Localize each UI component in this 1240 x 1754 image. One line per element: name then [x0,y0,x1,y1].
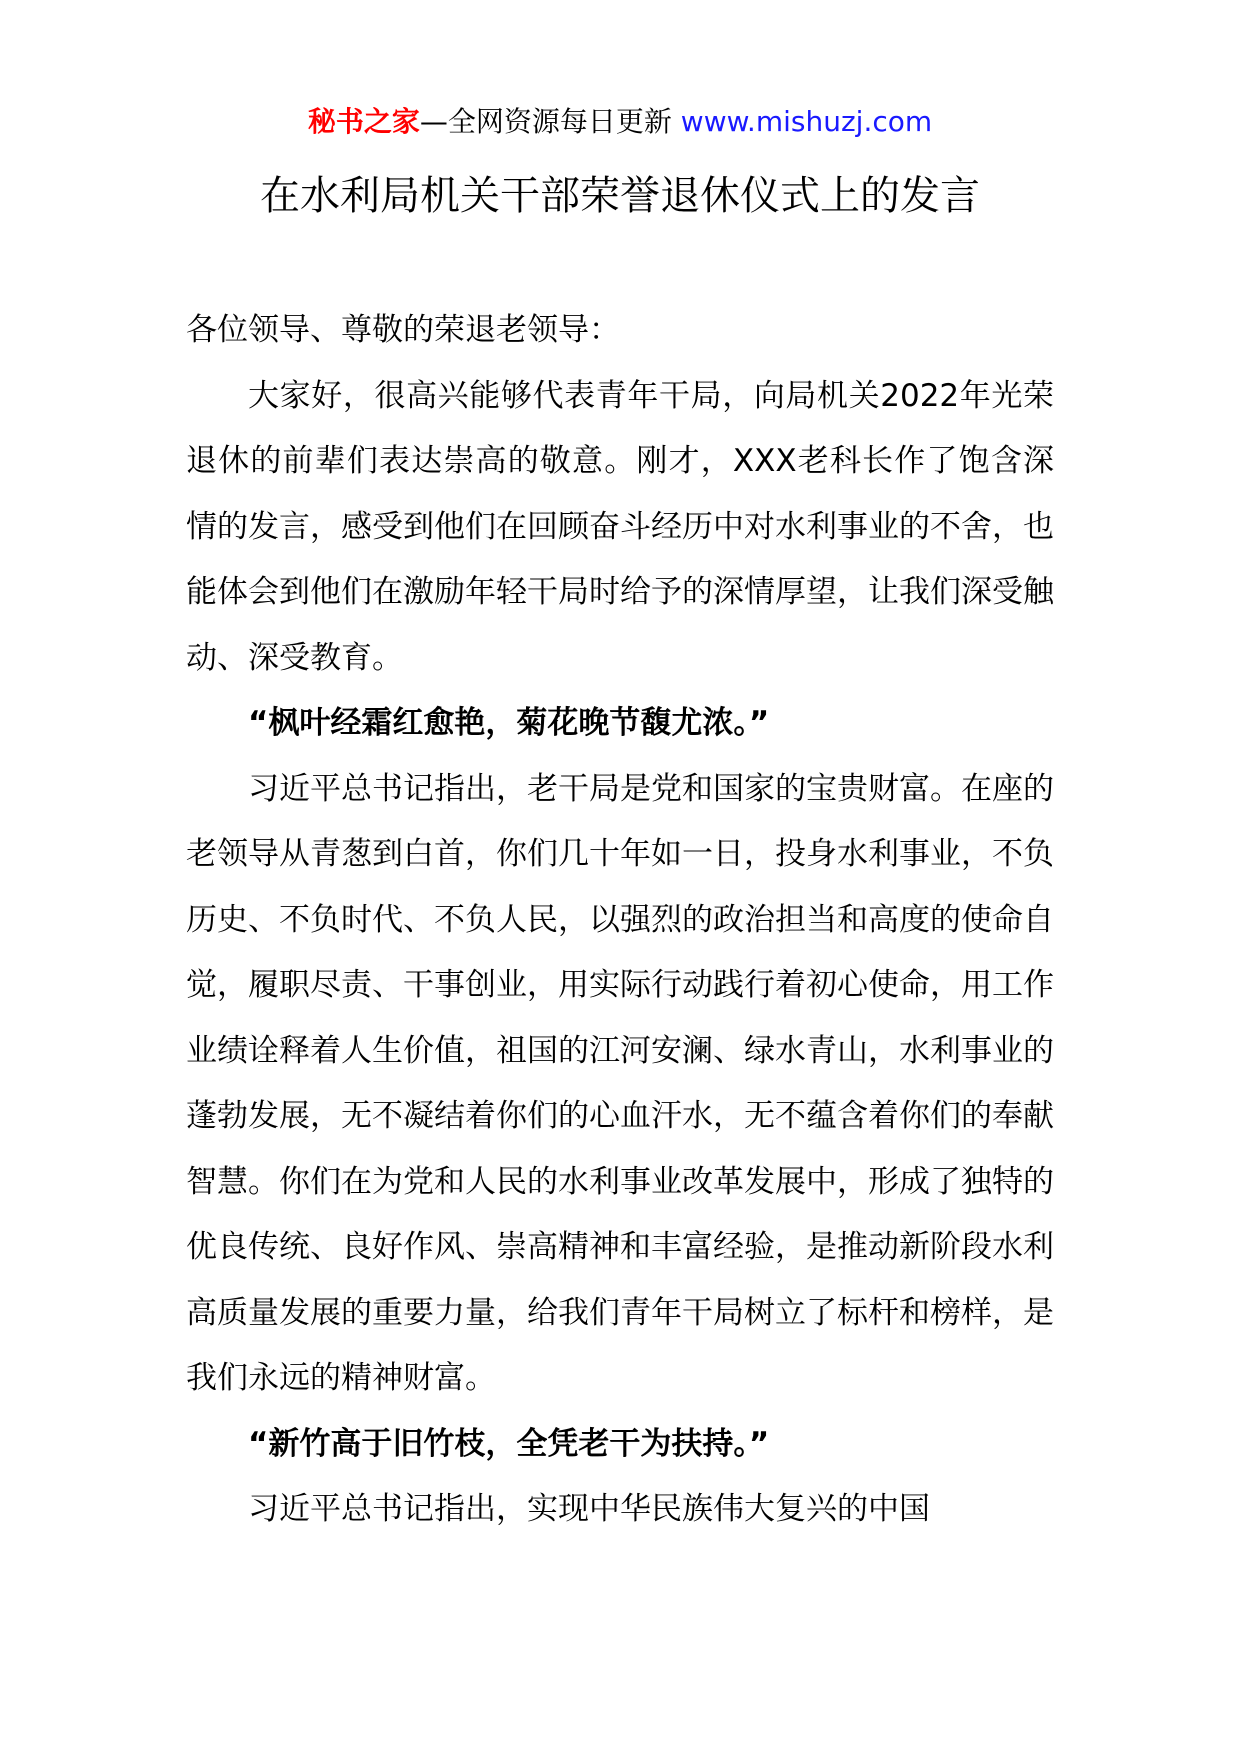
site-header [0,102,1240,142]
site-slogan: —全网资源每日更新 [419,105,672,138]
salutation: 各位领导、尊敬的荣退老领导： [186,312,620,348]
quote-heading-1: “枫叶经霜红愈艳，菊花晚节馥尤浓。” [248,705,770,741]
site-brand: 秘书之家 [307,105,420,138]
paragraph-greeting: 大家好，很高兴能够代表青年干局，向局机关2022年光荣退休的前辈们表达崇高的敬意。刚才，XXX老科长作了饱含深情的发言，感受到他们在回顾奋斗经历中对水利事业的不舍，也能体会到他们在激励年轻干局时给予的深情厚望，让我们深受触动、深受教育。 [186,377,1054,676]
paragraph-continued: 习近平总书记指出，实现中华民族伟大复兴的中国 [248,1491,930,1527]
paragraph-tribute: 习近平总书记指出，老干局是党和国家的宝贵财富。在座的老领导从青葱到白首，你们几十年如一日，投身水利事业，不负历史、不负时代、不负人民，以强烈的政治担当和高度的使命自觉，履职尽责、干事创业，用实际行动践行着初心使命，用工作业绩诠释着人生价值，祖国的江河安澜、绿水青山，水利事业的蓬勃发展，无不凝结着你们的心血汗水，无不蕴含着你们的奉献智慧。你们在为党和人民的水利事业改革发展中，形成了独特的优良传统、良好作风、崇高精神和丰富经验，是推动新阶段水利高质量发展的重要力量，给我们青年干局树立了标杆和榜样，是我们永远的精神财富。 [186,770,1054,1396]
document-body [186,298,1054,1543]
site-url-link[interactable]: www.mishuzj.com [680,105,933,138]
document-title: 在水利局机关干部荣誉退休仪式上的发言 [260,173,980,219]
quote-heading-2: “新竹高于旧竹枝，全凭老干为扶持。” [248,1425,770,1462]
